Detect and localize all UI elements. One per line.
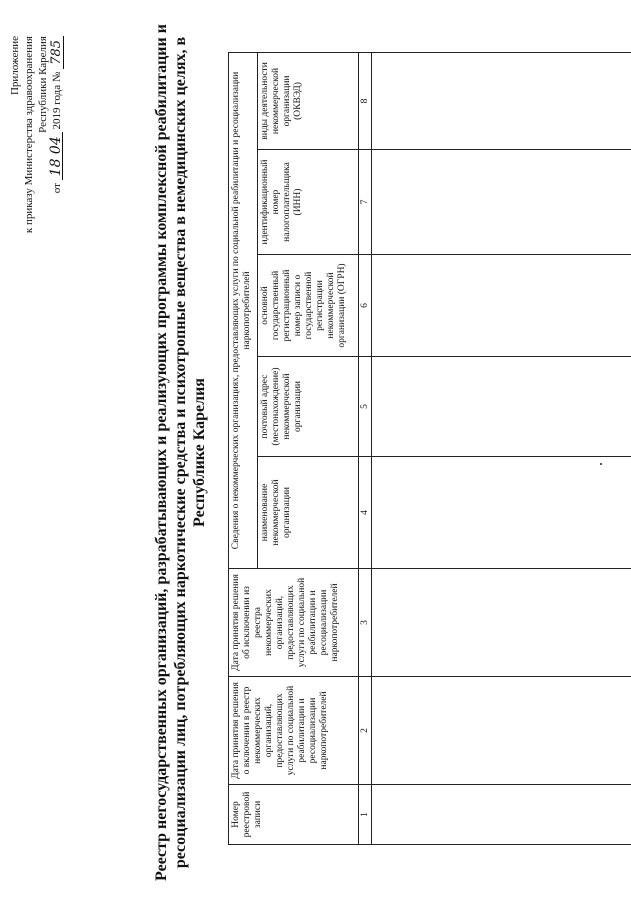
registry-table [228,52,631,845]
header-organization-info: Сведения о некоммерческих организациях, предоставляющих услуги по социальной реабилитации и ресоциализации наркопотребителей [229,52,258,568]
header-org-name: наименование некоммерческой организации [258,457,359,569]
document-title: Реестр негосударственных организаций, разрабатывающих и реализующих программы комплексной реабилитации и ресоциализации лиц, потребляющих наркотические средства и психотропные вещества в немедицинских целях, в Республике Карелия [153,24,208,881]
column-number: 2 [359,677,372,785]
column-number: 4 [359,457,372,569]
header-exclusion-date: Дата принятия решения об исключении из реестра некоммерческих организаций, предоставляющих услуги по социальной реабилитации и ресоциализации наркопотребителей [229,569,359,677]
column-number-row [359,52,372,844]
table-cell [372,52,631,149]
table-cell [372,569,631,677]
table-cell [372,255,631,357]
header-inn: идентификационный номер налогоплательщика (ИНН) [258,150,359,255]
column-number: 8 [359,52,372,149]
handwritten-date: 18 04 [50,132,63,180]
column-number: 7 [359,150,372,255]
appendix-line-2: к приказу Министерства здравоохранения [23,36,35,234]
header-row-1 [229,52,258,844]
appendix-date-line [50,36,64,193]
appendix-line-3: Республики Карелия [37,36,49,133]
header-inclusion-date: Дата принятия решения о включении в реестр некоммерческих организаций, предоставляющих услуги по социальной реабилитации и ресоциализации наркопотребителей [229,677,359,785]
date-suffix: 2019 года № [51,71,63,130]
table-cell [372,677,631,785]
date-prefix: от [51,183,63,194]
header-postal-address: почтовый адрес (местонахождение) некоммерческой организации [258,357,359,457]
column-number: 6 [359,255,372,357]
header-okved: виды деятельности некоммерческой организации (ОКВЭД) [258,52,359,149]
column-number: 3 [359,569,372,677]
table-row [372,52,631,844]
column-number: 5 [359,357,372,457]
header-ogrn: основной государственный регистрационный номер записи о государственной регистрации некоммерческой организации (ОГРН) [258,255,359,357]
header-record-number: Номер реестровой записи [229,785,359,845]
table-cell [372,357,631,457]
appendix-line-1: Приложение [9,36,21,96]
table-cell [372,785,631,845]
handwritten-number: 785 [51,36,64,69]
column-number: 1 [359,785,372,845]
appendix-block [8,36,64,336]
scan-speck [600,463,602,465]
table-cell [372,150,631,255]
table-cell [372,457,631,569]
